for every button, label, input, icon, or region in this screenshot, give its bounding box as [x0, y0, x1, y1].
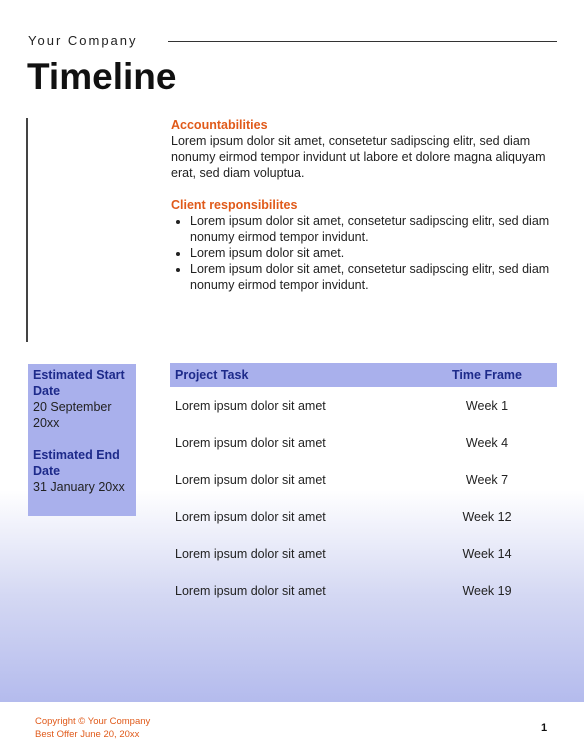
end-date-label: Estimated End Date [33, 448, 120, 478]
task-cell: Lorem ipsum dolor sit amet [175, 435, 326, 450]
section-divider [26, 118, 28, 342]
page-title: Timeline [27, 56, 177, 97]
dates-box [28, 364, 136, 516]
start-date-label: Estimated Start Date [33, 368, 125, 398]
responsibilities-section [171, 117, 556, 293]
footer-info [35, 715, 150, 741]
task-table [170, 363, 557, 609]
copyright-text: Copyright © Your Company [35, 716, 151, 727]
task-cell: Lorem ipsum dolor sit amet [175, 546, 326, 561]
table-row [170, 387, 557, 424]
client-list [171, 213, 556, 293]
task-cell: Lorem ipsum dolor sit amet [175, 509, 326, 524]
list-item: • Lorem ipsum dolor sit amet, consetetur sadipscing elitr, sed diam nonumy eirmod tempor invidunt. [190, 261, 556, 293]
page-number: 1 [541, 722, 548, 734]
timeframe-cell: Week 4 [465, 435, 509, 450]
timeframe-cell: Week 19 [462, 583, 512, 598]
accountabilities-text: Lorem ipsum dolor sit amet, consetetur sadipscing elitr, sed diam nonumy eirmod tempor invidunt ut labore et dolore magna aliquyam erat, sed diam voluptua. [171, 134, 546, 180]
end-date-value: 31 January 20xx [33, 480, 125, 494]
client-heading: Client responsibilites [171, 198, 298, 212]
table-row [170, 535, 557, 572]
start-date-value: 20 September 20xx [33, 400, 112, 430]
table-row [170, 424, 557, 461]
header-divider [168, 41, 557, 42]
list-item: • Lorem ipsum dolor sit amet, consetetur sadipscing elitr, sed diam nonumy eirmod tempor invidunt. [190, 213, 556, 245]
table-row [170, 461, 557, 498]
column-header-task: Project Task [170, 363, 417, 387]
offer-date-text: Best Offer June 20, 20xx [35, 729, 140, 740]
task-cell: Lorem ipsum dolor sit amet [175, 398, 326, 413]
table-row [170, 572, 557, 609]
timeframe-cell: Week 14 [462, 546, 512, 561]
timeframe-cell: Week 12 [462, 509, 512, 524]
list-item: • Lorem ipsum dolor sit amet. [190, 245, 556, 261]
table-row [170, 498, 557, 535]
column-header-timeframe: Time Frame [417, 363, 557, 387]
company-name: Your Company [28, 33, 138, 48]
accountabilities-heading: Accountabilities [171, 118, 268, 132]
timeframe-cell: Week 7 [465, 472, 509, 487]
table-header-row [170, 363, 557, 387]
task-cell: Lorem ipsum dolor sit amet [175, 472, 326, 487]
timeframe-cell: Week 1 [465, 398, 509, 413]
task-cell: Lorem ipsum dolor sit amet [175, 583, 326, 598]
